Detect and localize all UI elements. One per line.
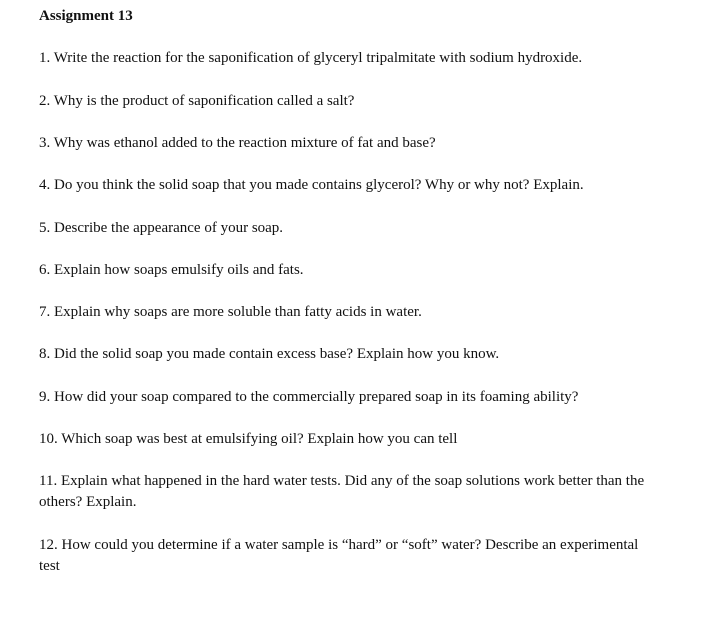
question-12: 12. How could you determine if a water sample is “hard” or “soft” water? Describe an experimental test [39,537,639,574]
question-2: 2. Why is the product of saponification called a salt? [39,93,355,109]
question-7: 7. Explain why soaps are more soluble than fatty acids in water. [39,304,422,320]
question-5: 5. Describe the appearance of your soap. [39,220,284,236]
question-4: 4. Do you think the solid soap that you made contains glycerol? Why or why not? Explain. [39,177,584,193]
question-10: 10. Which soap was best at emulsifying oil? Explain how you can tell [39,431,458,447]
question-3: 3. Why was ethanol added to the reaction mixture of fat and base? [39,135,436,151]
document-title: Assignment 13 [39,8,133,24]
question-1: 1. Write the reaction for the saponification of glyceryl tripalmitate with sodium hydroxide. [39,50,583,66]
document [39,6,679,574]
question-8: 8. Did the solid soap you made contain excess base? Explain how you know. [39,346,500,362]
question-9: 9. How did your soap compared to the commercially prepared soap in its foaming ability? [39,389,579,405]
question-11: 11. Explain what happened in the hard water tests. Did any of the soap solutions work better than the others? Explain. [39,473,645,510]
question-6: 6. Explain how soaps emulsify oils and fats. [39,262,304,278]
